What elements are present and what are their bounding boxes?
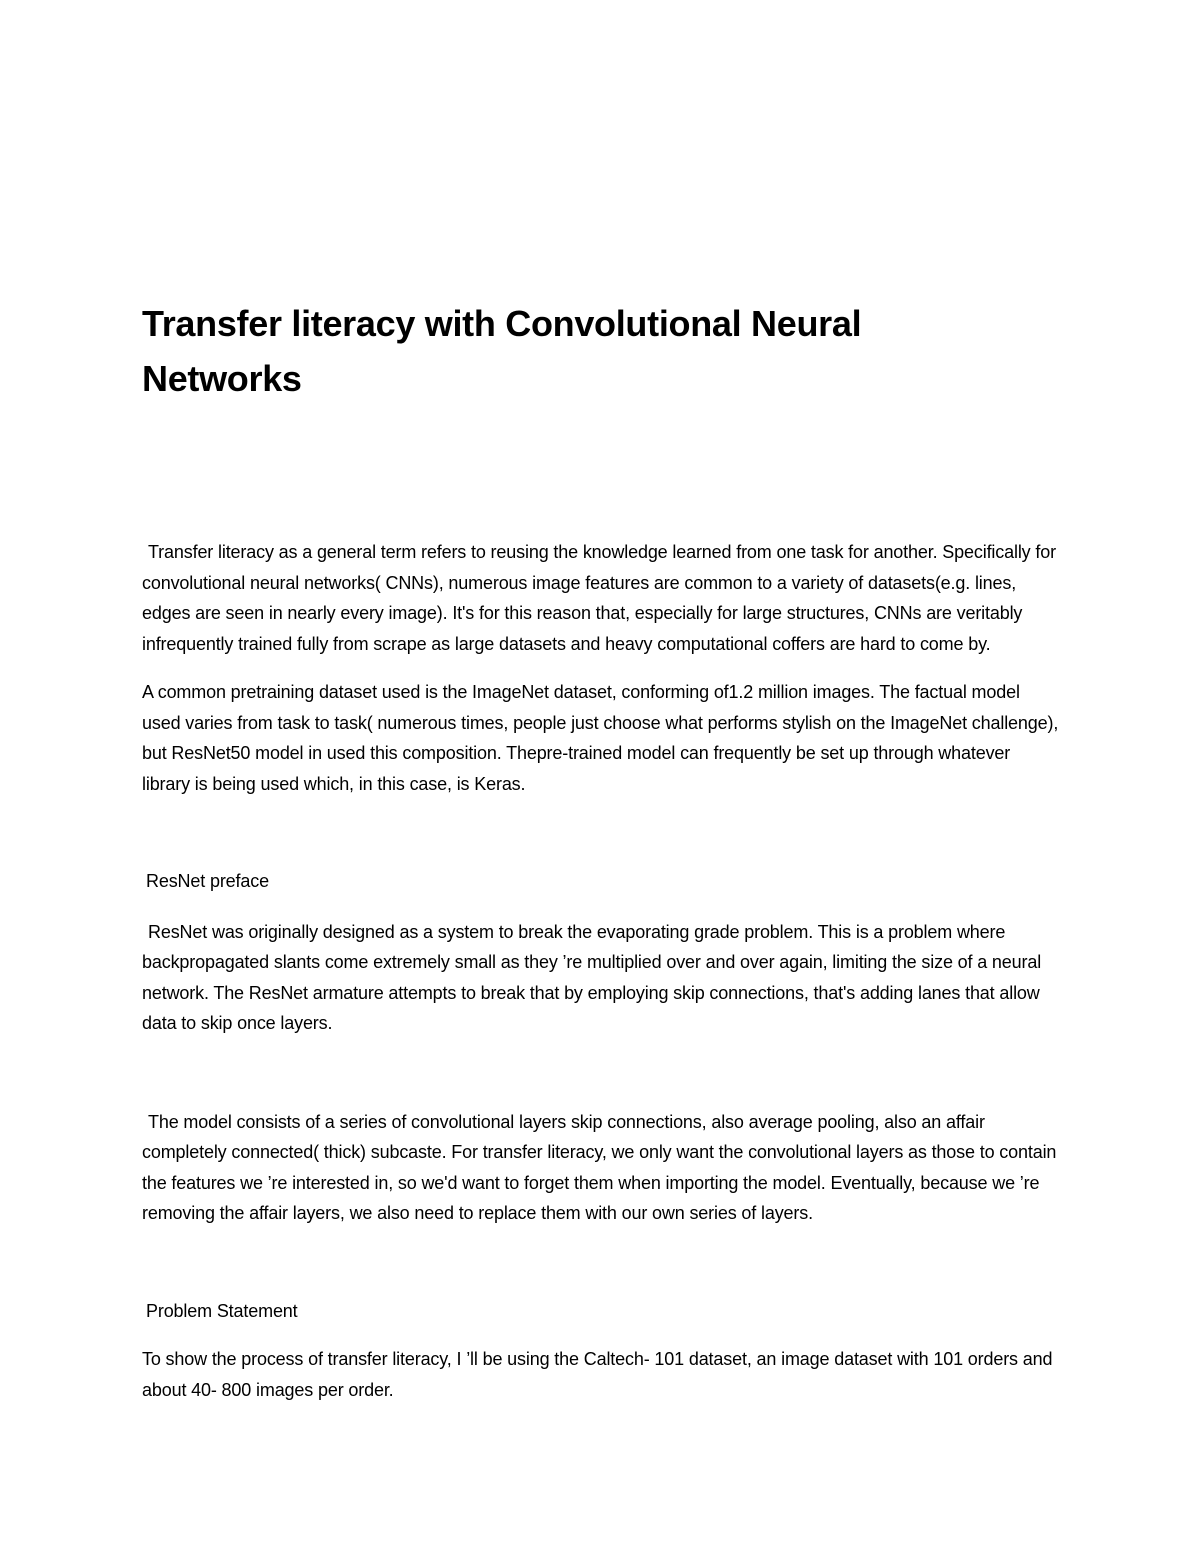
intro-paragraph: Transfer literacy as a general term refers to reusing the knowledge learned from one task for another. Specifically for convolutional neural networks( CNNs), numerous image features are common to a variety of datasets(e.g. lines, edges are seen in nearly every image). It's for this reason that, especially for large structures, CNNs are veritably infrequently trained fully from scrape as large datasets and heavy computational coffers are hard to come by. bbox=[142, 542, 1056, 654]
document-body bbox=[142, 296, 1062, 1405]
problem-statement-paragraph: To show the process of transfer literacy, I ’ll be using the Caltech- 101 dataset, an image dataset with 101 orders and about 40- 800 images per order. bbox=[142, 1349, 1053, 1400]
model-paragraph: The model consists of a series of convolutional layers skip connections, also average pooling, also an affair completely connected( thick) subcaste. For transfer literacy, we only want the convolutional layers as those to contain the features we ’re interested in, so we'd want to forget them when importing the model. Eventually, because we ’re removing the affair layers, we also need to replace them with our own series of layers. bbox=[142, 1111, 1057, 1223]
resnet-paragraph: ResNet was originally designed as a system to break the evaporating grade problem. This is a problem where backpropagated slants come extremely small as they ’re multiplied over and over again, limiting the size of a neural network. The ResNet armature attempts to break that by employing skip connections, that's adding lanes that allow data to skip once layers. bbox=[142, 921, 1042, 1033]
document-title: Transfer literacy with Convolutional Neural Networks bbox=[142, 303, 862, 399]
resnet-heading: ResNet preface bbox=[146, 871, 269, 891]
problem-statement-heading: Problem Statement bbox=[146, 1300, 298, 1321]
pretraining-paragraph: A common pretraining dataset used is the ImageNet dataset, conforming of1.2 million images. The factual model used varies from task to task( numerous times, people just choose what performs stylish on the ImageNet challenge), but ResNet50 model in used this composition. Thepre-trained model can frequently be set up through whatever library is being used which, in this case, is Keras. bbox=[142, 682, 1059, 794]
